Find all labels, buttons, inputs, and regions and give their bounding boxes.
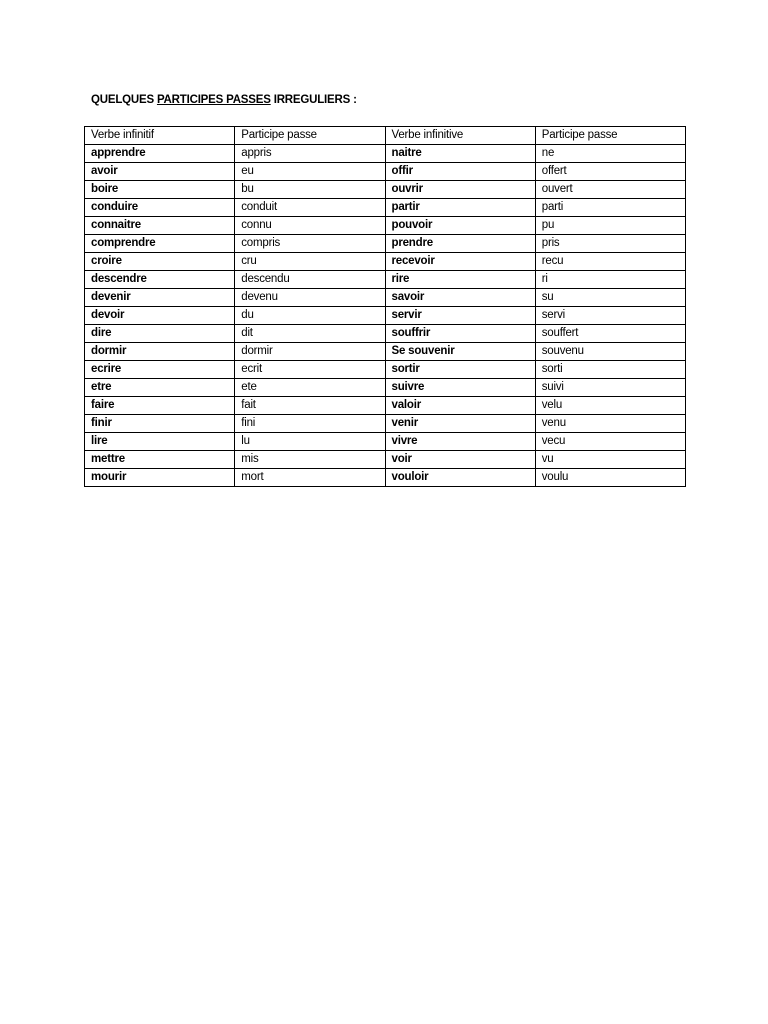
verb-infinitive-cell-2: sortir [385, 361, 535, 379]
past-participle-cell: ete [235, 379, 385, 397]
past-participle-cell-2: venu [535, 415, 685, 433]
past-participle-cell-2: velu [535, 397, 685, 415]
table-row [85, 145, 686, 163]
verb-infinitive-cell-2: suivre [385, 379, 535, 397]
verb-infinitive-cell: descendre [85, 271, 235, 289]
verb-infinitive-cell-2: souffrir [385, 325, 535, 343]
verb-infinitive-cell-2: vivre [385, 433, 535, 451]
verb-infinitive-cell: mourir [85, 469, 235, 487]
verb-infinitive-cell: dormir [85, 343, 235, 361]
verb-infinitive-cell-2: savoir [385, 289, 535, 307]
past-participle-cell-2: sorti [535, 361, 685, 379]
table-row [85, 415, 686, 433]
table-row [85, 289, 686, 307]
verb-infinitive-cell-2: Se souvenir [385, 343, 535, 361]
past-participle-cell: appris [235, 145, 385, 163]
past-participle-cell-2: pris [535, 235, 685, 253]
past-participle-cell-2: vecu [535, 433, 685, 451]
verb-infinitive-cell: lire [85, 433, 235, 451]
past-participle-cell-2: ouvert [535, 181, 685, 199]
past-participle-cell: dit [235, 325, 385, 343]
past-participle-cell: connu [235, 217, 385, 235]
past-participle-cell: lu [235, 433, 385, 451]
past-participle-cell: ecrit [235, 361, 385, 379]
past-participle-cell-2: voulu [535, 469, 685, 487]
past-participle-cell-2: ne [535, 145, 685, 163]
header-cell-participe-passe-2: Participe passe [535, 127, 685, 145]
verb-infinitive-cell: faire [85, 397, 235, 415]
past-participle-cell-2: pu [535, 217, 685, 235]
past-participle-cell: eu [235, 163, 385, 181]
verb-infinitive-cell: ecrire [85, 361, 235, 379]
verb-infinitive-cell: avoir [85, 163, 235, 181]
table-body [85, 127, 686, 487]
past-participle-cell: mis [235, 451, 385, 469]
verb-infinitive-cell: boire [85, 181, 235, 199]
table-row [85, 163, 686, 181]
verb-infinitive-cell: comprendre [85, 235, 235, 253]
past-participle-cell-2: offert [535, 163, 685, 181]
table-row [85, 235, 686, 253]
table-row [85, 307, 686, 325]
past-participle-cell-2: servi [535, 307, 685, 325]
verb-infinitive-cell-2: voir [385, 451, 535, 469]
verb-infinitive-cell-2: valoir [385, 397, 535, 415]
verb-infinitive-cell: etre [85, 379, 235, 397]
verb-infinitive-cell: dire [85, 325, 235, 343]
table-row [85, 343, 686, 361]
table-row [85, 469, 686, 487]
past-participle-cell-2: parti [535, 199, 685, 217]
table-row [85, 181, 686, 199]
past-participle-cell-2: su [535, 289, 685, 307]
verb-infinitive-cell: finir [85, 415, 235, 433]
table-row [85, 397, 686, 415]
past-participle-cell: fini [235, 415, 385, 433]
verb-infinitive-cell: devenir [85, 289, 235, 307]
past-participle-cell: descendu [235, 271, 385, 289]
verb-infinitive-cell-2: servir [385, 307, 535, 325]
verb-infinitive-cell: connaitre [85, 217, 235, 235]
table-row [85, 199, 686, 217]
verb-infinitive-cell: croire [85, 253, 235, 271]
verb-infinitive-cell-2: pouvoir [385, 217, 535, 235]
past-participle-cell: mort [235, 469, 385, 487]
table-row [85, 379, 686, 397]
past-participle-cell: compris [235, 235, 385, 253]
past-participle-cell: conduit [235, 199, 385, 217]
past-participle-cell: dormir [235, 343, 385, 361]
verb-infinitive-cell-2: offir [385, 163, 535, 181]
past-participle-cell-2: souvenu [535, 343, 685, 361]
table-row [85, 271, 686, 289]
table-row [85, 217, 686, 235]
verb-infinitive-cell-2: recevoir [385, 253, 535, 271]
past-participle-cell: bu [235, 181, 385, 199]
table-row [85, 253, 686, 271]
past-participle-cell-2: ri [535, 271, 685, 289]
verb-infinitive-cell: devoir [85, 307, 235, 325]
verb-infinitive-cell-2: rire [385, 271, 535, 289]
header-row [85, 127, 686, 145]
past-participle-cell-2: souffert [535, 325, 685, 343]
table-row [85, 433, 686, 451]
verb-infinitive-cell-2: naitre [385, 145, 535, 163]
past-participle-cell: devenu [235, 289, 385, 307]
verb-infinitive-cell-2: ouvrir [385, 181, 535, 199]
title-part-3: IRREGULIERS : [270, 94, 357, 106]
title-part-1: QUELQUES [91, 94, 157, 106]
past-participle-cell: fait [235, 397, 385, 415]
page-title [91, 94, 357, 106]
verb-infinitive-cell-2: vouloir [385, 469, 535, 487]
participles-table [84, 126, 686, 487]
table-row [85, 361, 686, 379]
past-participle-cell-2: vu [535, 451, 685, 469]
title-underlined-part: PARTICIPES PASSES [156, 94, 271, 106]
verb-infinitive-cell: apprendre [85, 145, 235, 163]
past-participle-cell: du [235, 307, 385, 325]
verb-infinitive-cell-2: venir [385, 415, 535, 433]
past-participle-cell-2: suivi [535, 379, 685, 397]
verb-infinitive-cell: conduire [85, 199, 235, 217]
header-cell-verbe-infinitive: Verbe infinitive [385, 127, 535, 145]
header-cell-verbe-infinitif: Verbe infinitif [85, 127, 235, 145]
verb-infinitive-cell-2: partir [385, 199, 535, 217]
table-row [85, 451, 686, 469]
header-cell-participe-passe: Participe passe [235, 127, 385, 145]
verb-infinitive-cell: mettre [85, 451, 235, 469]
past-participle-cell-2: recu [535, 253, 685, 271]
verb-infinitive-cell-2: prendre [385, 235, 535, 253]
table-row [85, 325, 686, 343]
past-participle-cell: cru [235, 253, 385, 271]
